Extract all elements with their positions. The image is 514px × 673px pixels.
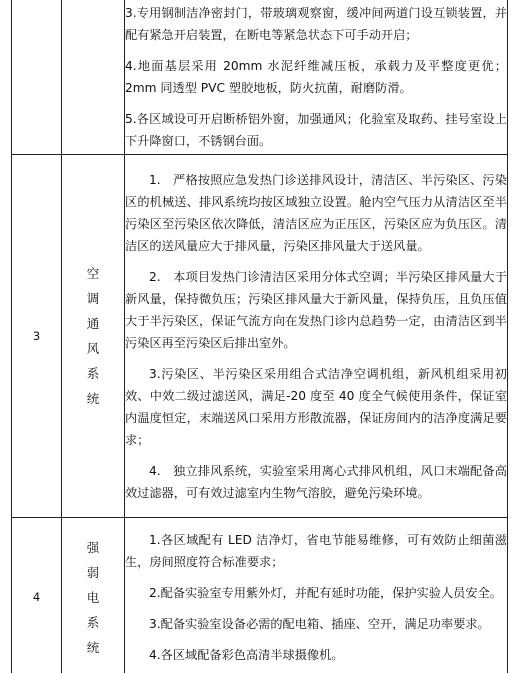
content-paragraph: 1.各区域配有 LED 洁净灯，省电节能易维修，可有效防止细菌滋生，房间照度符合标准要求；	[125, 532, 507, 569]
content-paragraph: 4.地面基层采用 20mm 水泥纤维减压板，承载力及平整度更优；2mm 同透型 PVC 塑胶地板，防火抗菌，耐磨防滑。	[125, 58, 507, 95]
content-paragraph: 3.污染区、半污染区采用组合式洁净空调机组，新风机组采用初效、中效二级过滤送风，满足-20 度至 40 度全气候使用条件，保证室内温度恒定，末端送风口采用方形散流器，保证房间内的洁净度满足要求；	[125, 366, 507, 447]
row-number-cell: 4	[12, 518, 62, 673]
category-char: 统	[86, 639, 100, 655]
content-paragraph: 3.专用钢制洁净密封门，带玻璃观察窗，缓冲间两道门设互锁装置，并配有紧急开启装置，在断电等紧急状态下可手动开启；	[125, 5, 507, 42]
table-row	[12, 518, 508, 673]
spec-table	[11, 0, 508, 673]
content-paragraph: 4.各区域配备彩色高清半球摄像机。	[149, 647, 344, 662]
row-number-cell: 3	[12, 155, 62, 518]
content-paragraph: 3.配备实验室设备必需的配电箱、插座、空开，满足功率要求。	[149, 616, 490, 631]
row-category-cell	[62, 155, 125, 518]
category-char: 弱	[86, 564, 100, 580]
table-row	[12, 155, 508, 518]
category-char: 风	[86, 341, 100, 356]
content-paragraph: 5.各区域设可开启断桥铝外窗，加强通风；化验室及取药、挂号室设上下升降窗口，不锈钢台面。	[125, 111, 507, 148]
row-content-cell	[125, 155, 508, 518]
category-char: 调	[86, 291, 100, 306]
category-char: 电	[86, 589, 100, 605]
content-paragraph: 2.配备实验室专用紫外灯，并配有延时功能，保护实验人员安全。	[149, 585, 502, 600]
row-content-cell	[125, 0, 508, 155]
category-char: 统	[86, 391, 100, 406]
row-category-cell	[62, 518, 125, 673]
category-char: 通	[86, 316, 100, 331]
category-char: 强	[86, 539, 100, 555]
row-content-cell	[125, 518, 508, 673]
category-char: 空	[86, 266, 100, 281]
content-paragraph: 2. 本项目发热门诊清洁区采用分体式空调；半污染区排风量大于新风量，保持微负压；污染区排风量大于新风量，保持负压，且负压值大于半污染区，保证气流方向在发热门诊内总趋势一定，由清洁区到半污染区再至污染区后排出室外。	[125, 269, 507, 350]
row-category-cell	[62, 0, 125, 155]
row-number-cell	[12, 0, 62, 155]
category-label	[87, 261, 100, 411]
category-char: 系	[86, 366, 100, 381]
content-paragraph: 4. 独立排风系统，实验室采用离心式排风机组，风口末端配备高效过滤器，可有效过滤室内生物气溶胶，避免污染环境。	[125, 463, 507, 500]
table-row	[12, 0, 508, 155]
category-label	[87, 535, 100, 660]
content-paragraph: 1. 严格按照应急发热门诊送排风设计，清洁区、半污染区、污染区的机械送、排风系统均按区域独立设置。舱内空气压力从清洁区至半污染区至污染区依次降低，清洁区应为正压区，污染区应为负压区。清洁区的送风量应大于排风量，污染区排风量大于送风量。	[125, 172, 507, 253]
category-char: 系	[86, 614, 100, 630]
